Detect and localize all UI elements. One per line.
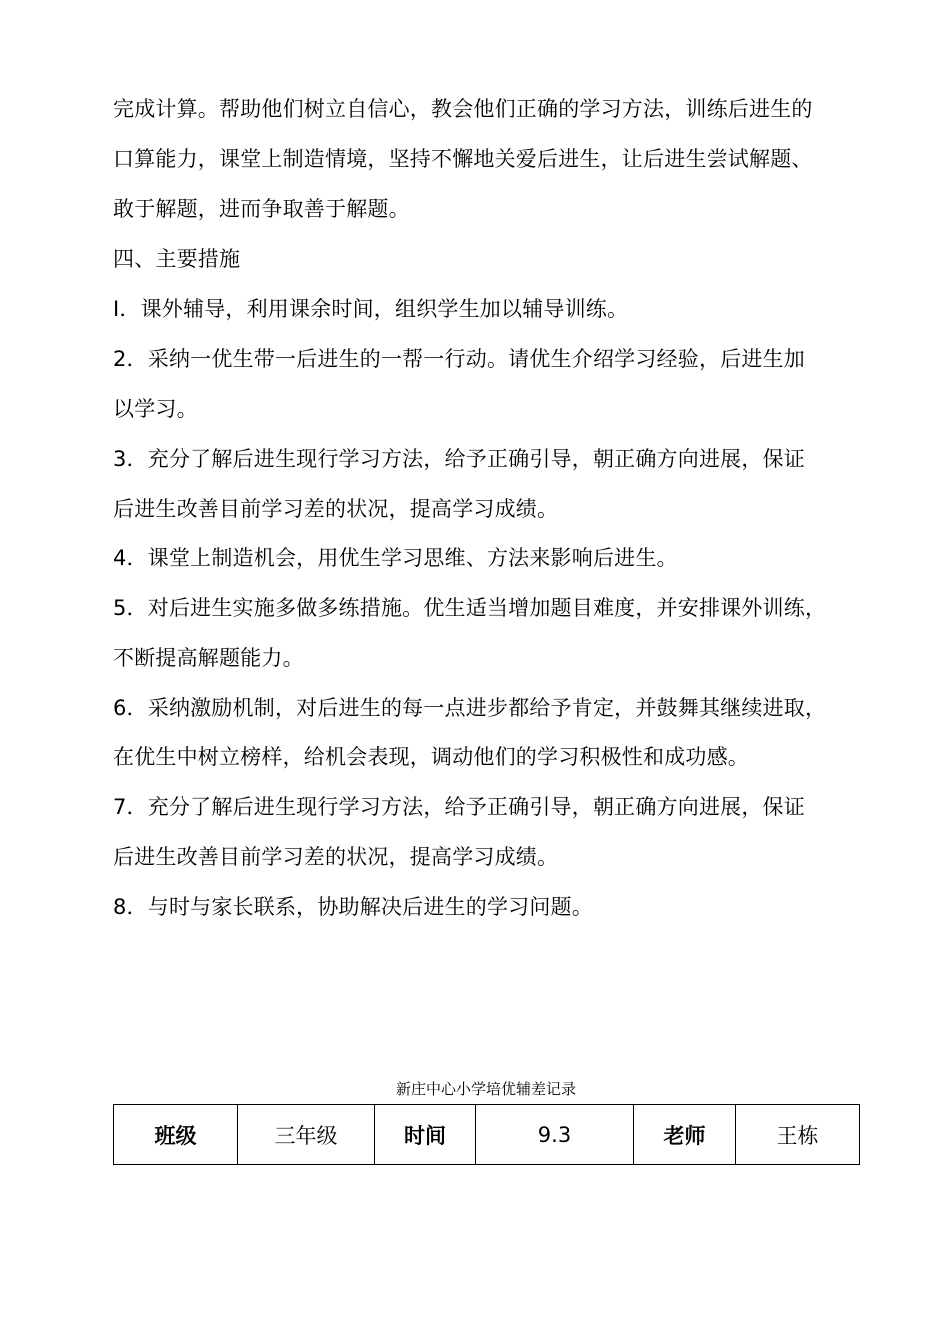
- measure-item: 后进生改善目前学习差的状况，提高学习成绩。: [113, 845, 559, 869]
- paragraph-line: 完成计算。帮助他们树立自信心，教会他们正确的学习方法，训练后进生的: [113, 97, 813, 121]
- class-value-cell: 三年级: [238, 1105, 375, 1165]
- teacher-label-cell: 老师: [634, 1105, 736, 1165]
- measure-item: 6．采纳激励机制，对后进生的每一点进步都给予肯定，并鼓舞其继续进取，: [113, 696, 827, 720]
- record-caption: 新庄中心小学培优辅差记录: [395, 1080, 576, 1098]
- paragraph-line: 敢于解题，进而争取善于解题。: [113, 197, 410, 221]
- measure-item: 3．充分了解后进生现行学习方法，给予正确引导，朝正确方向进展，保证: [113, 447, 805, 471]
- measure-item: 不断提高解题能力。: [113, 646, 304, 670]
- paragraph-line: 口算能力，课堂上制造情境，坚持不懈地关爱后进生，让后进生尝试解题、: [113, 147, 813, 171]
- section-heading: 四、主要措施: [113, 247, 241, 271]
- table-row: [114, 1105, 860, 1165]
- measure-item: 以学习。: [113, 397, 198, 421]
- measure-item: 5．对后进生实施多做多练措施。优生适当增加题目难度，并安排课外训练，: [113, 596, 827, 620]
- class-label-cell: 班级: [114, 1105, 238, 1165]
- measure-item: I．课外辅导，利用课余时间，组织学生加以辅导训练。: [113, 297, 629, 321]
- measure-item: 7．充分了解后进生现行学习方法，给予正确引导，朝正确方向进展，保证: [113, 795, 805, 819]
- time-value-cell: 9.3: [476, 1105, 634, 1165]
- measure-item: 在优生中树立榜样，给机会表现，调动他们的学习积极性和成功感。: [113, 745, 749, 769]
- teacher-value-cell: 王栋: [736, 1105, 860, 1165]
- measure-item: 4．课堂上制造机会，用优生学习思维、方法来影响后进生。: [113, 546, 678, 570]
- measure-item: 后进生改善目前学习差的状况，提高学习成绩。: [113, 497, 559, 521]
- time-label-cell: 时间: [375, 1105, 476, 1165]
- record-table: [113, 1104, 860, 1165]
- measure-item: 8．与时与家长联系，协助解决后进生的学习问题。: [113, 895, 593, 919]
- measure-item: 2．采纳一优生带一后进生的一帮一行动。请优生介绍学习经验，后进生加: [113, 347, 805, 371]
